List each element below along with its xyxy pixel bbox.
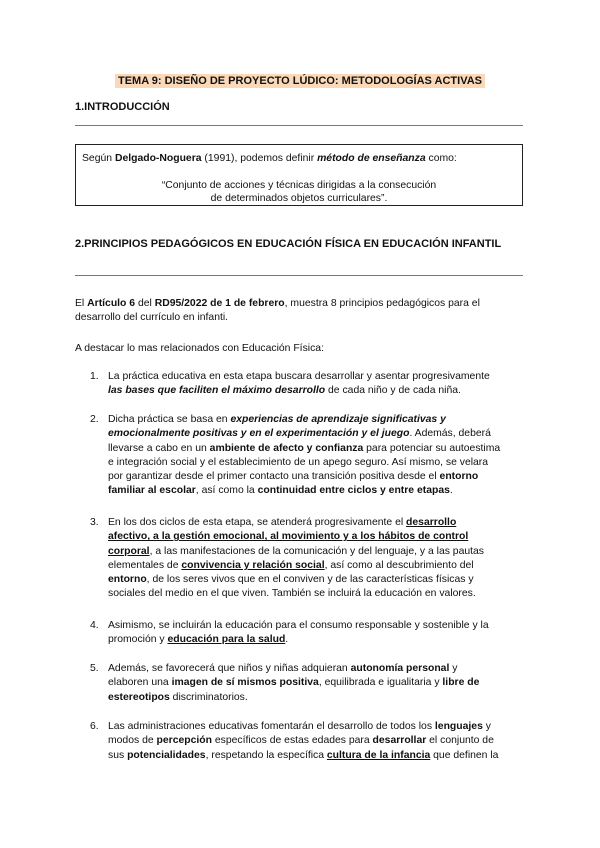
text: (1991), podemos definir bbox=[201, 153, 318, 164]
text: El bbox=[75, 298, 88, 309]
bold-text: familiar al escolar bbox=[108, 485, 196, 497]
divider bbox=[75, 125, 523, 126]
author-name: Delgado-Noguera bbox=[114, 153, 202, 164]
definition-box bbox=[75, 144, 523, 206]
text: , respetando la específica bbox=[205, 749, 327, 761]
decree-ref: RD95/2022 de 1 de febrero bbox=[154, 298, 285, 309]
text: y bbox=[449, 663, 458, 674]
emphasis: experiencias de aprendizaje significativas y bbox=[230, 414, 446, 425]
bold-text: entorno bbox=[439, 471, 479, 483]
bold-text: potencialidades bbox=[127, 749, 206, 761]
text: elementales de bbox=[108, 559, 182, 571]
section-heading-principios: 2.PRINCIPIOS PEDAGÓGICOS EN EDUCACIÓN FÍSICA EN EDUCACIÓN INFANTIL bbox=[75, 238, 502, 250]
definition-quote bbox=[76, 179, 522, 205]
emphasis: las bases que faciliten el máximo desarrollo bbox=[108, 385, 326, 397]
emphasis: emocionalmente positivas y en el experimentación y el juego bbox=[108, 428, 410, 440]
bold-text: ambiente de afecto y confianza bbox=[209, 442, 364, 454]
list-number: 3. bbox=[90, 517, 99, 528]
underlined-bold: corporal bbox=[108, 545, 150, 557]
text: , a las manifestaciones de la comunicación y del lenguaje, y a las pautas bbox=[149, 545, 485, 557]
text: y bbox=[482, 721, 491, 732]
definition-intro bbox=[82, 152, 457, 165]
article-ref: Artículo 6 bbox=[87, 298, 136, 309]
bold-text: continuidad entre ciclos y entre etapas bbox=[257, 485, 450, 497]
bold-text: autonomía personal bbox=[350, 663, 450, 674]
document-title: TEMA 9: DISEÑO DE PROYECTO LÚDICO: METODOLOGÍAS ACTIVAS bbox=[115, 74, 485, 88]
text: Dicha práctica se basa en bbox=[108, 414, 231, 425]
quote-line: “Conjunto de acciones y técnicas dirigidas a la consecución bbox=[161, 180, 437, 191]
text: del bbox=[135, 298, 155, 309]
underlined-bold: convivencia y relación social bbox=[181, 559, 325, 571]
text: específicos de estas edades para bbox=[211, 735, 373, 747]
underlined-bold: cultura de la infancia bbox=[326, 749, 431, 761]
text: modos de bbox=[108, 735, 157, 747]
text: Las administraciones educativas fomentarán el desarrollo de todos los bbox=[108, 721, 435, 732]
bold-text: libre de bbox=[442, 677, 480, 689]
bold-text: percepción bbox=[156, 735, 212, 747]
bold-text: imagen de sí mismos positiva bbox=[171, 677, 319, 689]
text: promoción y bbox=[108, 634, 168, 646]
text: , equilibrada e igualitaria y bbox=[318, 677, 443, 689]
underlined-bold: desarrollo bbox=[406, 517, 457, 528]
text: para potenciar su autoestima bbox=[363, 442, 501, 454]
bold-text: entorno bbox=[108, 574, 147, 586]
text: como: bbox=[425, 153, 457, 164]
bold-text: lenguajes bbox=[434, 721, 483, 732]
section-heading-introduccion: 1.INTRODUCCIÓN bbox=[75, 101, 170, 113]
text: de cada niño y de cada niña. bbox=[325, 385, 461, 397]
text: que definen la bbox=[430, 749, 499, 761]
text: . Además, deberá bbox=[409, 428, 491, 440]
text: , así como la bbox=[195, 485, 258, 497]
text: llevarse a cabo en un bbox=[108, 442, 210, 454]
paragraph-articulo bbox=[75, 297, 525, 325]
text: elaboren una bbox=[108, 677, 172, 689]
paragraph-destacar: A destacar lo mas relacionados con Educación Física: bbox=[75, 343, 324, 354]
bold-text: desarrollar bbox=[372, 735, 427, 747]
list-number: 5. bbox=[90, 663, 99, 674]
text: sus bbox=[108, 749, 128, 761]
text: e integración social y el establecimiento de un apego seguro. Así mismo, se velara bbox=[108, 456, 489, 468]
text: Asimismo, se incluirán la educación para el consumo responsable y sostenible y la bbox=[108, 620, 489, 631]
defined-term: método de enseñanza bbox=[317, 153, 426, 164]
text: La práctica educativa en esta etapa buscara desarrollar y asentar progresivamente bbox=[108, 371, 490, 382]
text: , muestra 8 principios pedagógicos para el bbox=[284, 298, 480, 309]
text: , así como al descubrimiento del bbox=[324, 559, 474, 571]
text: Además, se favorecerá que niños y niñas adquieran bbox=[108, 663, 351, 674]
text: sociales del medio en el que viven. También se incluirá la educación en valores. bbox=[108, 588, 476, 600]
text: . bbox=[449, 485, 453, 497]
text: En los dos ciclos de esta etapa, se atenderá progresivamente el bbox=[108, 517, 407, 528]
text: desarrollo del currículo en infanti. bbox=[75, 312, 229, 323]
text: el conjunto de bbox=[426, 735, 494, 747]
bold-text: estereotipos bbox=[108, 691, 170, 703]
text: Según bbox=[82, 153, 115, 164]
text: , de los seres vivos que en el conviven y de las características físicas y bbox=[146, 574, 474, 586]
list-number: 4. bbox=[90, 620, 99, 631]
text: . bbox=[285, 634, 289, 646]
divider bbox=[75, 275, 523, 276]
text: discriminatorios. bbox=[169, 691, 248, 703]
list-number: 1. bbox=[90, 371, 99, 382]
title-wrap bbox=[0, 71, 600, 89]
list-number: 6. bbox=[90, 721, 99, 732]
text: por garantizar desde el primer contacto una transición positiva desde el bbox=[108, 471, 440, 483]
quote-line: de determinados objetos curriculares”. bbox=[210, 193, 388, 204]
list-number: 2. bbox=[90, 414, 99, 425]
underlined-bold: afectivo, a la gestión emocional, al movimiento y a los hábitos de control bbox=[108, 531, 469, 543]
underlined-bold: educación para la salud bbox=[167, 634, 286, 646]
